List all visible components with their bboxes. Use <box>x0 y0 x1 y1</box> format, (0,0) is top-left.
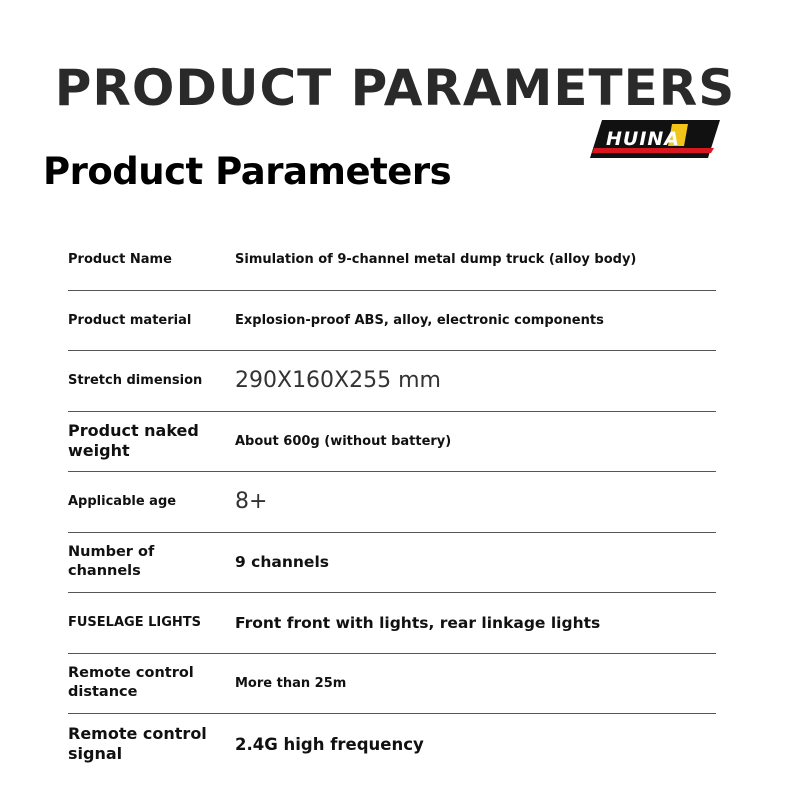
param-value: Explosion-proof ABS, alloy, electronic components <box>235 312 604 328</box>
param-row-applicable-age <box>68 472 716 533</box>
param-value: About 600g (without battery) <box>235 433 452 449</box>
huina-logo <box>588 118 720 162</box>
param-row-remote-signal <box>68 714 716 775</box>
param-value: 290X160X255 mm <box>235 368 441 394</box>
param-row-product-material <box>68 291 716 352</box>
param-label: FUSELAGE LIGHTS <box>68 615 202 631</box>
param-value: 8+ <box>235 489 268 515</box>
param-label: Product Name <box>68 252 172 268</box>
param-label: Product naked weight <box>68 421 199 461</box>
param-label: Number of channels <box>68 544 155 580</box>
param-row-naked-weight <box>68 412 716 473</box>
param-row-remote-distance <box>68 654 716 715</box>
param-label: Remote control distance <box>68 665 194 701</box>
parameters-table <box>68 230 716 775</box>
param-row-channels <box>68 533 716 594</box>
param-label: Product material <box>68 312 192 328</box>
param-row-fuselage-lights <box>68 593 716 654</box>
param-value: 2.4G high frequency <box>235 734 424 754</box>
param-label: Applicable age <box>68 494 177 510</box>
section-title: Product Parameters <box>43 150 452 193</box>
param-value: Front front with lights, rear linkage lights <box>235 613 601 632</box>
param-value: More than 25m <box>235 675 347 691</box>
param-row-product-name <box>68 230 716 291</box>
logo-text: HUINA <box>606 128 681 150</box>
param-value: Simulation of 9-channel metal dump truck (alloy body) <box>235 252 637 268</box>
param-row-stretch-dimension <box>68 351 716 412</box>
param-label: Remote control signal <box>68 724 207 764</box>
banner-title: PRODUCT PARAMETERS <box>54 59 736 117</box>
param-value: 9 channels <box>235 553 329 572</box>
param-label: Stretch dimension <box>68 373 203 389</box>
